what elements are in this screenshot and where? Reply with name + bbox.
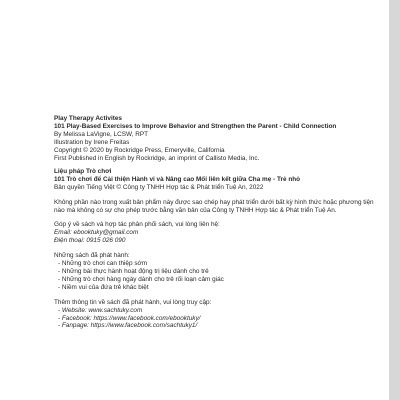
original-author: By Melissa LaVigne, LCSW, RPT bbox=[54, 130, 149, 138]
facebook-line: - Facebook: https://www.facebook.com/ebooktuky/ bbox=[58, 314, 201, 322]
more-info-heading: Thêm thông tin về sách đã phát hành, vui lòng truy cập: bbox=[54, 298, 212, 306]
contact-heading: Góp ý về sách và hợp tác phân phối sách, vui lòng liên hệ: bbox=[54, 221, 220, 229]
list-item: - Những bài thực hành hoạt động trị liệu dành cho trẻ bbox=[58, 268, 209, 275]
original-subtitle: 101 Play-Based Exercises to Improve Behavior and Strengthen the Parent - Child Connection bbox=[54, 122, 337, 130]
fanpage-line: - Fanpage: https://www.facebook.com/sachtuky1/ bbox=[58, 322, 198, 330]
page-edge-shadow bbox=[389, 0, 400, 400]
list-item: - Niềm vui của đứa trẻ khác biệt bbox=[58, 283, 149, 291]
original-illustrator: Illustration by Irene Freitas bbox=[54, 138, 130, 146]
website-line: - Website: www.sachtuky.com bbox=[58, 306, 143, 314]
copyright-page-content bbox=[54, 115, 374, 330]
original-copyright: Copyright © 2020 by Rockridge Press, Emeryville, California bbox=[54, 146, 225, 154]
original-title: Play Therapy Activites bbox=[54, 115, 122, 122]
contact-email: Email: ebooktuky@gmail.com bbox=[54, 229, 139, 237]
list-item: - Những trò chơi can thiệp sớm bbox=[58, 260, 148, 268]
rights-notice: Không phần nào trong xuất bản phẩm này được sao chép hay phát triển dưới bất kỳ hình thức hoặc phương tiện nào mà không có sự cho phép trước bằng văn bản của Công ty TNHH Hợp tác & Phát triển Tuệ An. bbox=[54, 198, 374, 214]
vietnamese-subtitle: 101 Trò chơi để Cải thiện Hành vi và Nâng cao Mối liên kết giữa Cha mẹ - Trẻ nhỏ bbox=[54, 175, 301, 183]
contact-phone: Điện thoại: 0915 026 090 bbox=[54, 237, 126, 245]
list-item: - Những trò chơi hàng ngày dành cho trẻ rối loạn cảm giác bbox=[58, 275, 224, 283]
vietnamese-title: Liệu pháp Trò chơi bbox=[54, 167, 112, 175]
published-books-heading: Những sách đã phát hành: bbox=[54, 252, 130, 260]
vietnamese-copyright: Bản quyền Tiếng Việt © Công ty TNHH Hợp tác & Phát triển Tuệ An, 2022 bbox=[54, 183, 264, 191]
original-first-published: First Published in English by Rockridge, an imprint of Callisto Media, Inc. bbox=[54, 154, 260, 162]
